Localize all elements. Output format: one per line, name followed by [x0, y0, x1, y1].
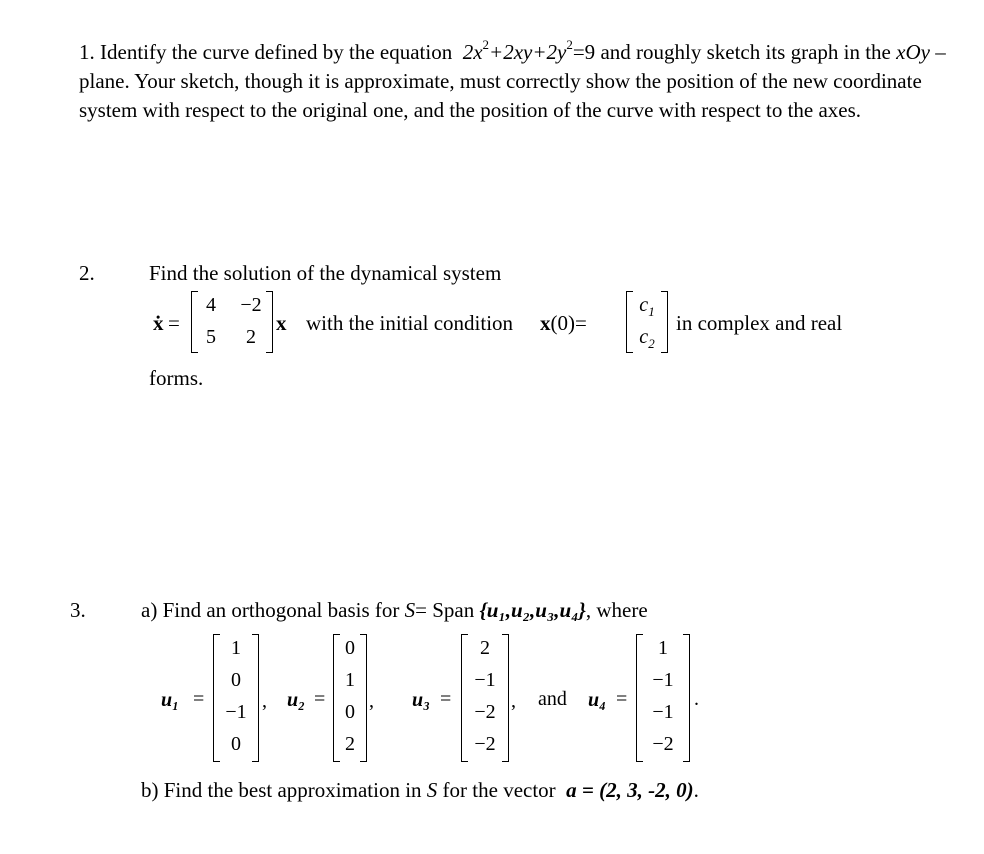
u1-entry: 1	[231, 637, 241, 659]
initial-cell: $c_1$	[639, 294, 655, 319]
problem-2-intro: Find the solution of the dynamical system	[149, 261, 502, 285]
system-matrix	[191, 291, 273, 353]
vector-a: a = (2, 3, -2, 0)	[566, 778, 694, 802]
matrix-cell: 2	[246, 326, 256, 348]
initial-vector	[626, 291, 668, 353]
u3-entry: 2	[480, 637, 490, 659]
u3-label: u₃	[412, 689, 431, 711]
problem-2-tail: in complex and real	[676, 311, 843, 335]
u4-entry: −2	[652, 733, 674, 755]
u4-label: u₄	[588, 689, 607, 711]
problem-1-paragraph	[79, 32, 959, 125]
u4-entry: 1	[658, 637, 668, 659]
problem-2-number: 2.	[79, 261, 95, 285]
x-variable: x	[276, 311, 287, 335]
problem-1-text-c: – plane. Your sketch, though it is approximate, must correctly show the position of the new coordinate system with respect to the original one, and the position of the curve with respect to the axes.	[79, 40, 946, 122]
u2-entry: 2	[345, 733, 355, 755]
initial-condition-text: with the initial condition	[306, 311, 514, 335]
u2-entry: 0	[345, 637, 355, 659]
u3-entry: −1	[474, 669, 496, 691]
problem-3a-line: a) Find an orthogonal basis for S= Span {u₁,u₂,u₃,u₄}, where	[141, 598, 648, 622]
u2-equals: =	[314, 688, 326, 710]
problem-1-text-b: and roughly sketch its graph in the	[600, 40, 891, 64]
u3-entry: −2	[474, 701, 496, 723]
u1-equals: =	[193, 688, 205, 710]
u1-entry: −1	[225, 701, 247, 723]
u4-period: .	[694, 688, 699, 710]
u4-vector	[636, 634, 690, 762]
u3-vector	[461, 634, 509, 762]
u2-entry: 0	[345, 701, 355, 723]
u2-label: u₂	[287, 689, 306, 711]
matrix-cell: 4	[206, 294, 216, 316]
problem-1-number: 1.	[79, 40, 95, 64]
problem-1-text-a: Identify the curve defined by the equation	[100, 40, 453, 64]
x0-expression: x(0)=	[540, 311, 587, 335]
u1-entry: 0	[231, 669, 241, 691]
u1-label: u₁	[161, 689, 180, 711]
curve-equation: $2x^2+2xy+2y^2=9$	[462, 37, 596, 64]
initial-cell: $c_2$	[639, 326, 655, 351]
u4-entry: −1	[652, 669, 674, 691]
u3-comma: ,	[511, 690, 516, 712]
u4-entry: −1	[652, 701, 674, 723]
u2-comma: ,	[369, 690, 374, 712]
u2-vector	[333, 634, 367, 762]
plane-name: xOy	[896, 40, 930, 64]
problem-3b-line: b) Find the best approximation in S for the vector a = (2, 3, -2, 0).	[141, 778, 699, 802]
u3-entry: −2	[474, 733, 496, 755]
matrix-cell: −2	[240, 294, 262, 316]
u1-vector	[213, 634, 259, 762]
and-word: and	[538, 688, 567, 710]
problem-3-number: 3.	[70, 598, 86, 622]
u2-entry: 1	[345, 669, 355, 691]
u1-comma: ,	[262, 690, 267, 712]
u3-equals: =	[440, 688, 452, 710]
matrix-cell: 5	[206, 326, 216, 348]
xdot-symbol: ẋ	[153, 311, 164, 335]
u1-entry: 0	[231, 733, 241, 755]
xdot-equals: =	[168, 311, 180, 335]
u4-equals: =	[616, 688, 628, 710]
problem-2-forms: forms.	[149, 366, 204, 390]
